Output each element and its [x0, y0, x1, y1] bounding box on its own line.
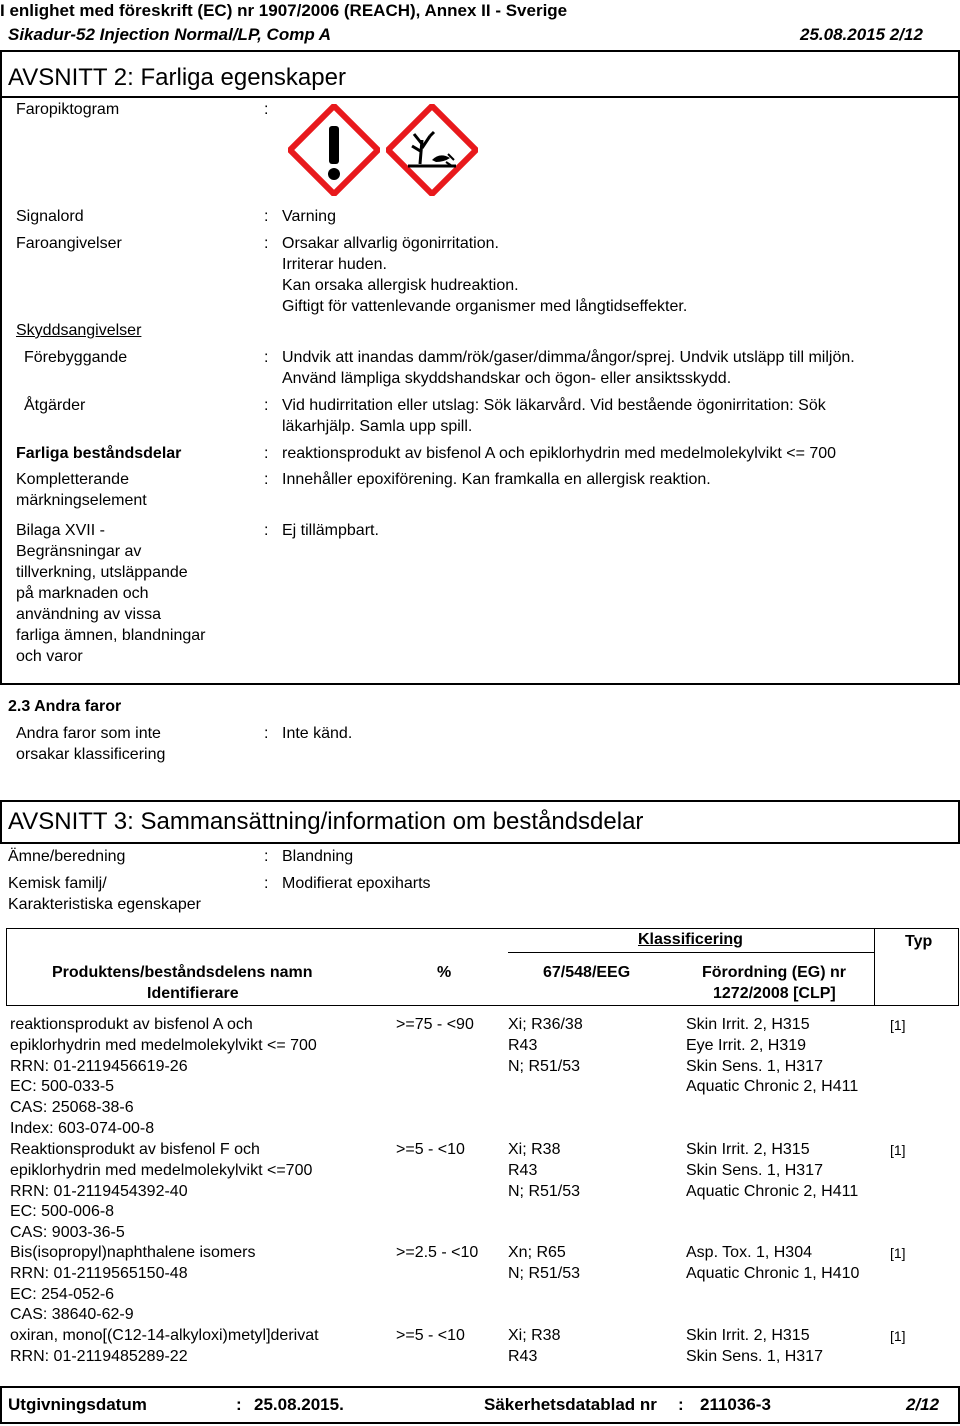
environment-icon — [386, 104, 478, 196]
annex-label: farliga ämnen, blandningar — [16, 627, 206, 644]
name-header: Identifierare — [147, 985, 239, 1002]
colon: : — [264, 875, 269, 892]
component-percent: >=5 - <10 — [396, 1141, 465, 1158]
response-line: Vid hudirritation eller utslag: Sök läkarvård. Vid bestående ögonirritation: Sök — [282, 397, 826, 414]
annex-label: tillverkning, utsläppande — [16, 564, 188, 581]
exclamation-mark-icon — [288, 104, 380, 196]
response-label: Åtgärder — [24, 397, 86, 414]
component-percent: >=75 - <90 — [396, 1016, 474, 1033]
colon: : — [264, 208, 269, 225]
colon: : — [264, 522, 269, 539]
section2-divider — [2, 96, 958, 98]
component-name: oxiran, mono[(C12-14-alkyloxi)metyl]derivat RRN: 01-2119485289-22 — [10, 1327, 319, 1365]
prevention-line: Undvik att inandas damm/rök/gaser/dimma/ångor/sprej. Undvik utsläpp till miljön. — [282, 349, 855, 366]
hazardous-components-value: reaktionsprodukt av bisfenol A och epiklorhydrin med medelmolekylvikt <= 700 — [282, 445, 837, 462]
component-eec: Xn; R65 N; R51/53 — [508, 1244, 581, 1282]
signal-word-label: Signalord — [16, 208, 84, 225]
family-value: Modifierat epoxiharts — [282, 875, 431, 892]
colon: : — [264, 445, 269, 462]
table-border — [508, 952, 874, 953]
component-percent: >=2.5 - <10 — [396, 1244, 479, 1261]
supplemental-value: Innehåller epoxiförening. Kan framkalla en allergisk reaktion. — [282, 471, 711, 488]
issue-date-label: Utgivningsdatum — [8, 1395, 147, 1414]
prevention-line: Använd lämpliga skyddshandskar och ögon- eller ansiktsskydd. — [282, 370, 732, 387]
other-hazards-label: Andra faror som inte — [16, 725, 161, 742]
annex-label: användning av vissa — [16, 606, 161, 623]
other-hazards-title: 2.3 Andra faror — [8, 698, 122, 715]
annex-label: Begränsningar av — [16, 543, 142, 560]
component-clp: Skin Irrit. 2, H315 Skin Sens. 1, H317 Aquatic Chronic 2, H411 — [686, 1141, 859, 1200]
component-name: reaktionsprodukt av bisfenol A och epiklorhydrin med medelmolekylvikt <= 700 RRN: 01-2119456619-26 EC: 500-033-5 CAS: 25068-38-6 Index: 603-074-00-8 — [10, 1016, 317, 1137]
other-hazards-label: orsakar klassificering — [16, 746, 166, 763]
component-eec: Xi; R36/38 R43 N; R51/53 — [508, 1016, 583, 1075]
product-name: Sikadur-52 Injection Normal/LP, Comp A — [8, 25, 332, 44]
signal-word-value: Varning — [282, 208, 336, 225]
clp-header: 1272/2008 [CLP] — [713, 985, 836, 1002]
component-name: Bis(isopropyl)naphthalene isomers RRN: 01-2119565150-48 EC: 254-052-6 CAS: 38640-62-9 — [10, 1244, 256, 1324]
component-clp: Skin Irrit. 2, H315 Skin Sens. 1, H317 — [686, 1327, 823, 1365]
hazard-line: Kan orsaka allergisk hudreaktion. — [282, 277, 519, 294]
table-border — [958, 928, 959, 1006]
clp-header: Förordning (EG) nr — [702, 964, 846, 981]
supplemental-label: Kompletterande — [16, 471, 129, 488]
classification-header: Klassificering — [638, 931, 743, 948]
annex-label: på marknaden och — [16, 585, 149, 602]
section3-title: AVSNITT 3: Sammansättning/information om beståndsdelar — [8, 808, 644, 835]
component-percent: >=5 - <10 — [396, 1327, 465, 1344]
supplemental-label: märkningselement — [16, 492, 147, 509]
hazard-line: Irriterar huden. — [282, 256, 387, 273]
hazard-line: Giftigt för vattenlevande organismer med långtidseffekter. — [282, 298, 688, 315]
annex-label: Bilaga XVII - — [16, 522, 105, 539]
response-line: läkarhjälp. Samla upp spill. — [282, 418, 473, 435]
name-header: Produktens/beståndsdelens namn — [52, 964, 313, 981]
sds-number-label: Säkerhetsdatablad nr — [484, 1395, 657, 1414]
substance-label: Ämne/beredning — [8, 848, 126, 865]
date-page: 25.08.2015 2/12 — [800, 25, 923, 44]
hazard-line: Orsakar allvarlig ögonirritation. — [282, 235, 499, 252]
pictogram-label: Faropiktogram — [16, 101, 120, 118]
table-border — [6, 1005, 958, 1006]
annex-value: Ej tillämpbart. — [282, 522, 379, 539]
component-name: Reaktionsprodukt av bisfenol F och epiklorhydrin med medelmolekylvikt <=700 RRN: 01-2119454392-40 EC: 500-006-8 CAS: 9003-36-5 — [10, 1141, 313, 1242]
component-type: [1] — [890, 1328, 906, 1344]
table-border — [874, 928, 875, 1006]
family-label: Karakteristiska egenskaper — [8, 896, 201, 913]
table-border — [6, 928, 958, 929]
colon: : — [264, 101, 269, 118]
other-hazards-value: Inte känd. — [282, 725, 353, 742]
component-type: [1] — [890, 1142, 906, 1158]
prevention-label: Förebyggande — [24, 349, 128, 366]
annex-label: och varor — [16, 648, 83, 665]
colon: : — [236, 1395, 242, 1414]
regulation-header: I enlighet med föreskrift (EC) nr 1907/2006 (REACH), Annex II - Sverige — [0, 1, 568, 20]
section2-title: AVSNITT 2: Farliga egenskaper — [8, 64, 346, 91]
component-clp: Skin Irrit. 2, H315 Eye Irrit. 2, H319 Skin Sens. 1, H317 Aquatic Chronic 2, H411 — [686, 1016, 859, 1096]
table-border — [6, 928, 7, 1006]
colon: : — [264, 725, 269, 742]
colon: : — [264, 471, 269, 488]
hazardous-components-label: Farliga beståndsdelar — [16, 445, 182, 462]
colon: : — [678, 1395, 684, 1414]
hazard-statements-label: Faroangivelser — [16, 235, 122, 252]
family-label: Kemisk familj/ — [8, 875, 107, 892]
colon: : — [264, 349, 269, 366]
component-clp: Asp. Tox. 1, H304 Aquatic Chronic 1, H410 — [686, 1244, 860, 1282]
eec-header: 67/548/EEG — [543, 964, 631, 981]
footer-page: 2/12 — [906, 1395, 940, 1414]
issue-date-value: 25.08.2015. — [254, 1395, 344, 1414]
component-type: [1] — [890, 1245, 906, 1261]
substance-value: Blandning — [282, 848, 354, 865]
component-eec: Xi; R38 R43 — [508, 1327, 561, 1365]
sds-number-value: 211036-3 — [700, 1395, 771, 1414]
percent-header: % — [437, 964, 452, 981]
precautionary-label: Skyddsangivelser — [16, 322, 142, 339]
component-type: [1] — [890, 1017, 906, 1033]
type-header: Typ — [905, 933, 933, 950]
colon: : — [264, 235, 269, 252]
colon: : — [264, 397, 269, 414]
component-eec: Xi; R38 R43 N; R51/53 — [508, 1141, 581, 1200]
colon: : — [264, 848, 269, 865]
